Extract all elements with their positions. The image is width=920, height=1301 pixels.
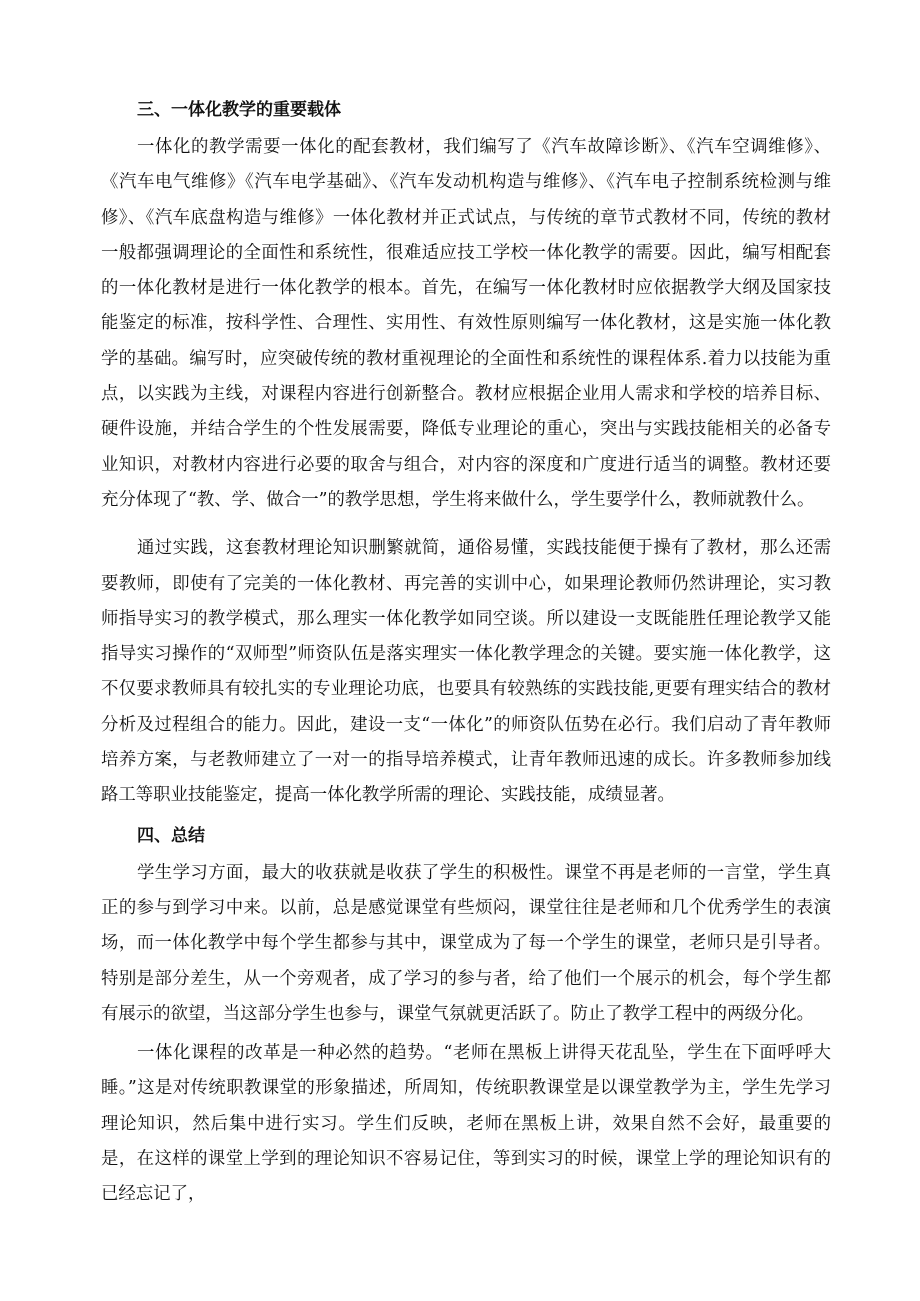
- paragraph-spacer: [101, 518, 831, 531]
- body-paragraph: 一体化的教学需要一体化的配套教材，我们编写了《汽车故障诊断》、《汽车空调维修》、《汽车电气维修》《汽车电学基础》、《汽车发动机构造与维修》、《汽车电子控制系统检测与维修》、《汽车底盘构造与维修》一体化教材并正式试点，与传统的章节式教材不同，传统的教材一般都强调理论的全面性和系统性，很难适应技工学校一体化教学的需要。因此，编写相配套的一体化教材是进行一体化教学的根本。首先，在编写一体化教材时应依据教学大纲及国家技能鉴定的标准，按科学性、合理性、实用性、有效性原则编写一体化教材，这是实施一体化教学的基础。编写时，应突破传统的教材重视理论的全面性和系统性的课程体系.着力以技能为重点，以实践为主线，对课程内容进行创新整合。教材应根据企业用人需求和学校的培养目标、硬件设施，并结合学生的个性发展需要，降低专业理论的重心，突出与实践技能相关的必备专业知识，对教材内容进行必要的取舍与组合，对内容的深度和广度进行适当的调整。教材还要充分体现了“教、学、做合一”的教学思想，学生将来做什么，学生要学什么，教师就教什么。: [101, 137, 831, 510]
- body-paragraph: 学生学习方面，最大的收获就是收获了学生的积极性。课堂不再是老师的一言堂，学生真正的参与到学习中来。以前，总是感觉课堂有些烦闷，课堂往往是老师和几个优秀学生的表演场，而一体化教学中每个学生都参与其中，课堂成为了每一个学生的课堂，老师只是引导者。特别是部分差生，从一个旁观者，成了学习的参与者，给了他们一个展示的机会，每个学生都有展示的欲望，当这部分学生也参与，课堂气氛就更活跃了。防止了教学工程中的两级分化。: [101, 862, 831, 1024]
- body-paragraph: 通过实践，这套教材理论知识删繁就简，通俗易懂，实践技能便于操有了教材，那么还需要教师，即使有了完美的一体化教材、再完善的实训中心，如果理论教师仍然讲理论，实习教师指导实习的教学模式，那么理实一体化教学如同空谈。所以建设一支既能胜任理论教学又能指导实习操作的“双师型”师资队伍是落实理实一体化教学理念的关键。要实施一体化教学，这不仅要求教师具有较扎实的专业理论功底，也要具有较熟练的实践技能,更要有理实结合的教材分析及过程组合的能力。因此，建设一支“一体化”的师资队伍势在必行。我们启动了青年教师培养方案，与老教师建立了一对一的指导培养模式，让青年教师迅速的成长。许多教师参加线路工等职业技能鉴定，提高一体化教学所需的理论、实践技能，成绩显著。: [101, 538, 831, 806]
- body-paragraph: 一体化课程的改革是一种必然的趋势。“老师在黑板上讲得天花乱坠，学生在下面呼呼大睡。”这是对传统职教课堂的形象描述，所周知，传统职教课堂是以课堂教学为主，学生先学习理论知识，然后集中进行实习。学生们反映，老师在黑板上讲，效果自然不会好，最重要的是，在这样的课堂上学到的理论知识不容易记住，等到实习的时候，课堂上学的理论知识有的已经忘记了，: [101, 1043, 831, 1205]
- document-body: [101, 92, 831, 1213]
- section-heading-4: 四、总结: [137, 825, 205, 846]
- section-heading-3: 三、一体化教学的重要载体: [137, 100, 341, 120]
